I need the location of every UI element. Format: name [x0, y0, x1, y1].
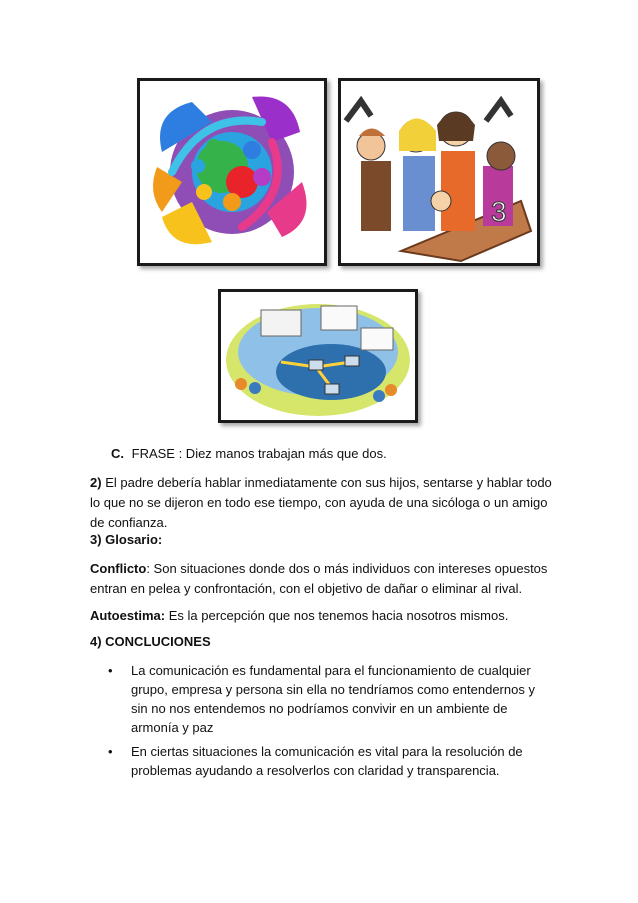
network-communication-diagram-image — [218, 289, 418, 423]
section-3-heading: 3) Glosario: — [90, 532, 163, 547]
bullet-icon: • — [108, 663, 113, 678]
bullet-icon: • — [108, 744, 113, 759]
conflicto-definition — [90, 559, 560, 599]
section-2-text: El padre debería hablar inmediatamente con sus hijos, sentarse y hablar todo lo que no se dijeron en todo ese tiempo, con ayuda de una sicóloga o un amigo de confianza. — [90, 475, 552, 530]
puzzle-people-icon — [140, 81, 324, 263]
svg-text:3: 3 — [491, 196, 507, 227]
conclusion-text: La comunicación es fundamental para el funcionamiento de cualquier grupo, empresa y persona sin ella no tendríamos como entendernos y sin no nos entendemos no podríamos convivir en un ambiente de armonía y paz — [131, 663, 535, 735]
section-2-paragraph — [90, 473, 560, 533]
section-4-heading: 4) CONCLUCIONES — [90, 634, 211, 649]
cartoon-team-icon — [341, 81, 537, 263]
autoestima-text: Es la percepción que nos tenemos hacia nosotros mismos. — [165, 608, 509, 623]
section-2-number: 2) — [90, 475, 102, 490]
conflicto-text: : Son situaciones donde dos o más individuos con intereses opuestos entran en pelea y confrontación, con el objetivo de dañar o eliminar al rival. — [90, 561, 548, 596]
puzzle-people-circle-image — [137, 78, 327, 266]
autoestima-term: Autoestima: — [90, 608, 166, 623]
conflicto-term: Conflicto — [90, 561, 147, 576]
network-diagram-icon — [221, 292, 415, 420]
cartoon-team-hands-together-image — [338, 78, 540, 266]
caption-text: FRASE : Diez manos trabajan más que dos. — [131, 446, 387, 461]
image-caption — [111, 444, 387, 464]
autoestima-definition — [90, 606, 560, 626]
caption-letter: C. — [111, 446, 124, 461]
conclusion-text: En ciertas situaciones la comunicación es vital para la resolución de problemas ayudando a resolverlos con claridad y transparencia. — [131, 744, 523, 778]
